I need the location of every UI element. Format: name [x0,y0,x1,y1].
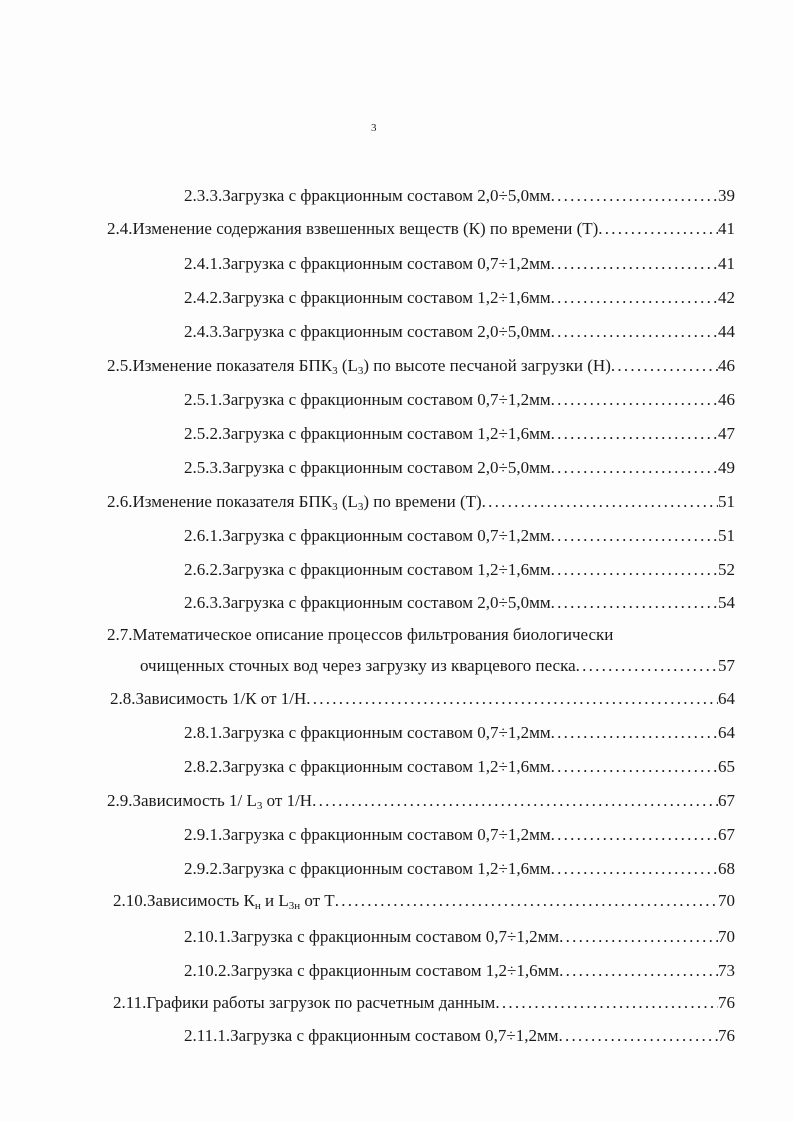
dot-leader [551,756,718,778]
title-text: 2.9.2.Загрузка с фракционным составом 1,2÷1,6мм [184,859,551,878]
toc-entry-title [184,756,551,778]
dot-leader [551,253,718,275]
toc-entry-page: 39 [718,186,735,205]
toc-entry-page: 42 [718,288,735,307]
dot-leader [335,890,718,912]
dot-leader [495,992,718,1014]
toc-entry-page: 73 [718,961,735,980]
toc-entry[interactable] [110,688,735,710]
title-text: 2.6.3.Загрузка с фракционным составом 2,0÷5,0мм [184,593,551,612]
toc-entry-page: 46 [718,390,735,409]
toc-entry-title [184,525,551,547]
toc-entry-title [184,457,551,479]
dot-leader [559,1025,718,1047]
toc-entry[interactable] [107,355,735,377]
toc-entry[interactable] [184,1025,735,1047]
title-text: 2.4.2.Загрузка с фракционным составом 1,2÷1,6мм [184,288,551,307]
subscript: 3 [256,800,263,812]
dot-leader [482,491,718,513]
dot-leader [598,218,718,240]
title-text: 2.6.1.Загрузка с фракционным составом 0,7÷1,2мм [184,526,551,545]
title-text: 2.3.3.Загрузка с фракционным составом 2,0÷5,0мм [184,186,551,205]
toc-entry-title [184,858,551,880]
toc-entry-page: 51 [718,492,735,511]
dot-leader [551,321,718,343]
toc-entry-page: 64 [718,723,735,742]
toc-entry-title [110,688,306,710]
dot-leader [312,790,718,812]
toc-entry[interactable] [184,525,735,547]
page-number: 3 [371,122,377,134]
toc-entry-title [184,592,551,614]
toc-entry-title [107,355,611,377]
toc-entry-title [184,960,559,982]
dot-leader [551,559,718,581]
toc-entry-title [184,926,559,948]
toc-entry-page: 70 [718,891,735,910]
title-text: 2.10.1.Загрузка с фракционным составом 0,7÷1,2мм [184,927,560,946]
toc-entry-page: 76 [718,1026,735,1045]
toc-entry-page: 49 [718,458,735,477]
dot-leader [551,287,718,309]
toc-entry-title [184,287,551,309]
toc-entry[interactable] [184,253,735,275]
toc-entry[interactable] [184,389,735,411]
title-text: очищенных сточных вод через загрузку из кварцевого песка [140,656,576,675]
toc-entry[interactable] [107,790,735,812]
dot-leader [551,423,718,445]
toc-entry[interactable] [184,287,735,309]
subscript: н [254,900,261,912]
dot-leader [559,960,718,982]
toc-entry-title [184,321,551,343]
toc-entry-page: 67 [718,825,735,844]
title-text: от 1/Н [262,791,313,810]
toc-entry-title [107,790,312,812]
toc-entry-page: 41 [718,254,735,273]
toc-entry-title [113,992,495,1014]
dot-leader [551,722,718,744]
dot-leader [576,655,718,677]
toc-entry[interactable] [184,824,735,846]
toc-entry[interactable] [184,321,735,343]
toc-entry-title [184,389,551,411]
dot-leader [611,355,718,377]
title-text: 2.5.1.Загрузка с фракционным составом 0,7÷1,2мм [184,390,551,409]
dot-leader [551,525,718,547]
subscript: 3 [357,365,364,377]
toc-entry[interactable] [107,491,735,513]
title-text: 2.8.2.Загрузка с фракционным составом 1,2÷1,6мм [184,757,551,776]
title-text: ) по высоте песчаной загрузки (Н) [363,356,611,375]
title-text: от Т [300,891,335,910]
toc-entry-title [184,1025,559,1047]
title-text: 2.6.2.Загрузка с фракционным составом 1,2÷1,6мм [184,560,551,579]
toc-entry-page: 57 [718,656,735,675]
toc-entry[interactable] [184,722,735,744]
title-text: 2.8.1.Загрузка с фракционным составом 0,7÷1,2мм [184,723,551,742]
toc-entry-page: 52 [718,560,735,579]
title-text: 2.6.Изменение показателя БПК [107,492,333,511]
dot-leader [551,185,718,207]
title-text: 2.5.Изменение показателя БПК [107,356,333,375]
subscript: 3 [332,501,338,513]
dot-leader [559,926,718,948]
toc-entry-page: 46 [718,356,735,375]
toc-entry[interactable] [184,457,735,479]
toc-entry-page: 64 [718,689,735,708]
toc-entry-page: 44 [718,322,735,341]
toc-entry[interactable] [140,655,735,677]
toc-entry[interactable] [184,185,735,207]
title-text: 2.4.Изменение содержания взвешенных веществ (К) по времени (Т) [107,219,599,238]
toc-entry-title [107,491,482,513]
dot-leader [551,457,718,479]
toc-entry[interactable] [184,423,735,445]
toc-entry-title [184,253,551,275]
title-text: (L [337,492,358,511]
toc-entry-title [184,824,551,846]
title-text: 2.9.Зависимость 1/ L [107,791,257,810]
toc-entry-page: 67 [718,791,735,810]
toc-entry[interactable] [113,992,735,1014]
toc-entry-page: 54 [718,593,735,612]
toc-entry[interactable] [184,926,735,948]
toc-entry-title [184,185,551,207]
toc-entry-page: 41 [718,219,735,238]
toc-entry-page: 68 [718,859,735,878]
title-text: 2.5.2.Загрузка с фракционным составом 1,2÷1,6мм [184,424,551,443]
title-text: 2.11.Графики работы загрузок по расчетным данным [113,993,496,1012]
subscript: 3н [288,900,301,912]
toc-entry-title [184,423,551,445]
toc-entry[interactable] [184,756,735,778]
toc-entry[interactable] [184,960,735,982]
toc-entry-title [184,559,551,581]
toc-entry[interactable] [184,592,735,614]
toc-entry-page: 76 [718,993,735,1012]
toc-entry-title [184,722,551,744]
title-text: (L [337,356,358,375]
dot-leader [551,389,718,411]
toc-entry-page: 47 [718,424,735,443]
dot-leader [551,858,718,880]
toc-entry[interactable] [107,218,735,240]
title-text: 2.10.Зависимость К [113,891,255,910]
title-text: 2.10.2.Загрузка с фракционным составом 1,2÷1,6мм [184,961,560,980]
title-text: 2.4.1.Загрузка с фракционным составом 0,7÷1,2мм [184,254,551,273]
toc-entry-title [113,890,335,912]
title-text: 2.8.Зависимость 1/К от 1/Н [110,689,307,708]
title-text: ) по времени (Т) [363,492,482,511]
toc-entry-first-line: 2.7.Математическое описание процессов фильтрования биологически [107,625,614,644]
dot-leader [551,592,718,614]
toc-entry-title [107,218,598,240]
toc-entry[interactable] [184,858,735,880]
dot-leader [551,824,718,846]
title-text: 2.4.3.Загрузка с фракционным составом 2,0÷5,0мм [184,322,551,341]
title-text: 2.9.1.Загрузка с фракционным составом 0,7÷1,2мм [184,825,551,844]
toc-entry-page: 51 [718,526,735,545]
title-text: и L [260,891,289,910]
title-text: 2.5.3.Загрузка с фракционным составом 2,0÷5,0мм [184,458,551,477]
toc-entry-page: 70 [718,927,735,946]
toc-entry[interactable] [113,890,735,912]
dot-leader [306,688,718,710]
subscript: 3 [357,501,364,513]
toc-entry-title [140,655,576,677]
toc-entry-page: 65 [718,757,735,776]
toc-entry[interactable] [184,559,735,581]
subscript: 3 [332,365,338,377]
title-text: 2.11.1.Загрузка с фракционным составом 0,7÷1,2мм [184,1026,559,1045]
